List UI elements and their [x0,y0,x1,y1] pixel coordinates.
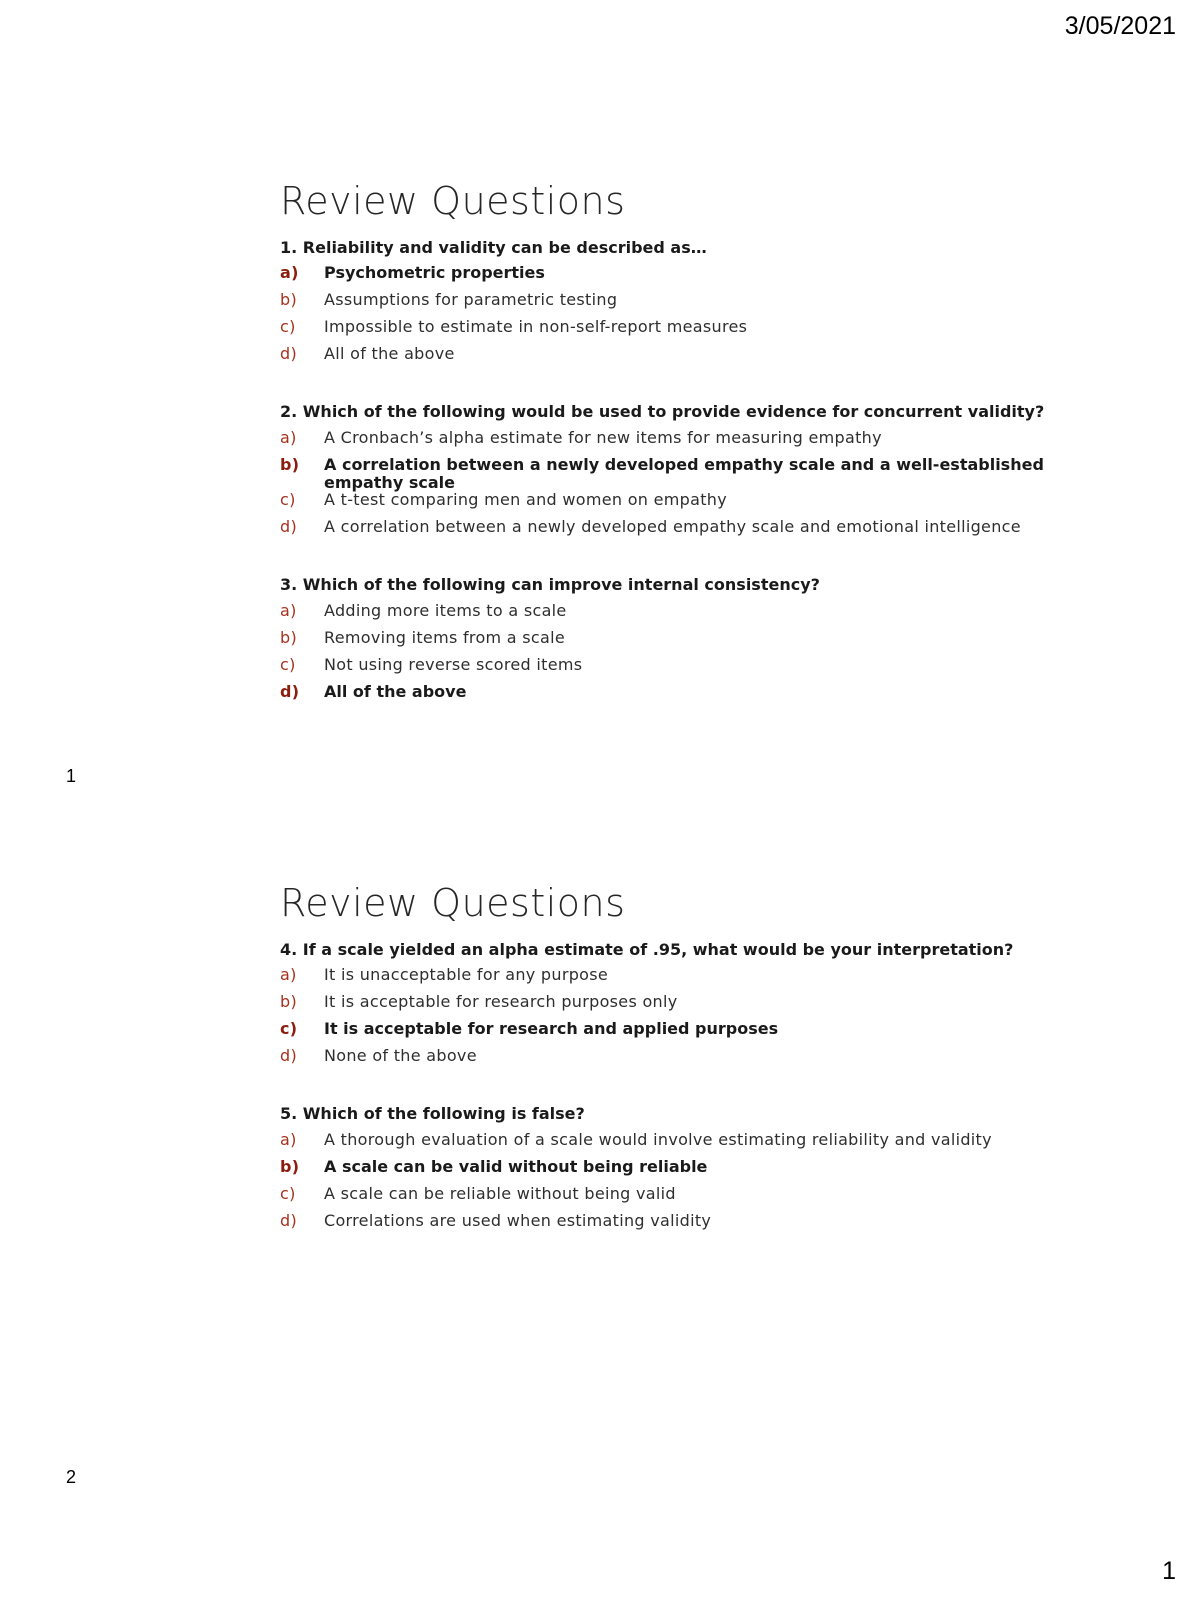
option-text: Correlations are used when estimating validity [324,1211,712,1231]
slide-1 [280,180,1120,740]
option-list [280,429,1120,545]
option-letter: d) [280,682,300,702]
option-list [280,966,1120,1074]
option-text: A Cronbach’s alpha estimate for new items for measuring empathy [324,428,882,448]
option-letter: c) [280,317,296,337]
option-text: It is unacceptable for any purpose [324,965,609,985]
option-letter: b) [280,455,300,475]
option-list [280,602,1120,710]
option-letter: b) [280,992,297,1012]
option-text: Adding more items to a scale [324,601,567,621]
option-letter: b) [280,290,297,310]
option-item [280,656,1120,683]
option-text: A scale can be valid without being reliable [324,1157,708,1177]
option-item [280,491,1120,518]
question-text: 2. Which of the following would be used to provide evidence for concurrent validity? [280,402,1045,422]
option-letter: a) [280,1130,297,1150]
question-block [280,940,1120,1075]
option-letter: a) [280,263,299,283]
slide-number: 2 [66,1467,77,1487]
option-item-correct [280,456,1120,491]
option-letter: c) [280,490,296,510]
option-item [280,993,1120,1020]
option-item [280,629,1120,656]
option-letter: c) [280,655,296,675]
question-block [280,238,1120,373]
slide-title: Review Questions [280,179,626,223]
option-text: A correlation between a newly developed empathy scale and a well-established empathy scale [324,455,1044,492]
slide-title: Review Questions [280,881,626,925]
option-item [280,291,1120,318]
option-item [280,429,1120,456]
option-letter: a) [280,965,297,985]
option-text: None of the above [324,1046,477,1066]
option-item-correct [280,683,1120,710]
option-letter: a) [280,601,297,621]
page-date: 3/05/2021 [1064,12,1176,40]
question-block [280,575,1120,710]
option-item [280,518,1120,545]
option-text: Impossible to estimate in non-self-report measures [324,317,748,337]
option-letter: b) [280,628,297,648]
option-text: Assumptions for parametric testing [324,290,618,310]
page-number: 1 [1162,1557,1176,1585]
question-text: 3. Which of the following can improve internal consistency? [280,575,820,595]
option-item [280,966,1120,993]
option-letter: a) [280,428,297,448]
option-text: Psychometric properties [324,263,545,283]
question-text: 5. Which of the following is false? [280,1104,585,1124]
option-item [280,1131,1120,1158]
option-text: Not using reverse scored items [324,655,583,675]
option-item [280,345,1120,372]
option-item-correct [280,1158,1120,1185]
option-text: All of the above [324,344,455,364]
option-letter: c) [280,1019,298,1039]
option-list [280,1131,1120,1239]
option-letter: d) [280,1211,297,1231]
option-item [280,1185,1120,1212]
option-item-correct [280,1020,1120,1047]
option-text: Removing items from a scale [324,628,566,648]
option-text: All of the above [324,682,467,702]
slide-2 [280,882,1120,1269]
option-text: A correlation between a newly developed empathy scale and emotional intelligence [324,517,1021,537]
option-text: It is acceptable for research and applied purposes [324,1019,779,1039]
question-block [280,1104,1120,1239]
question-text: 4. If a scale yielded an alpha estimate of .95, what would be your interpretation? [280,939,1014,959]
option-item-correct [280,264,1120,291]
option-text: A scale can be reliable without being valid [324,1184,676,1204]
option-item [280,318,1120,345]
option-text: A t-test comparing men and women on empathy [324,490,727,510]
question-block [280,402,1120,545]
option-letter: d) [280,344,297,364]
option-letter: d) [280,1046,297,1066]
option-item [280,1047,1120,1074]
option-letter: b) [280,1157,300,1177]
option-list [280,264,1120,372]
slide-number: 1 [66,766,77,786]
option-item [280,602,1120,629]
option-item [280,1212,1120,1239]
option-letter: d) [280,517,297,537]
question-text: 1. Reliability and validity can be described as… [280,237,707,257]
option-text: A thorough evaluation of a scale would involve estimating reliability and validity [324,1130,992,1150]
option-text: It is acceptable for research purposes only [324,992,678,1012]
option-letter: c) [280,1184,296,1204]
